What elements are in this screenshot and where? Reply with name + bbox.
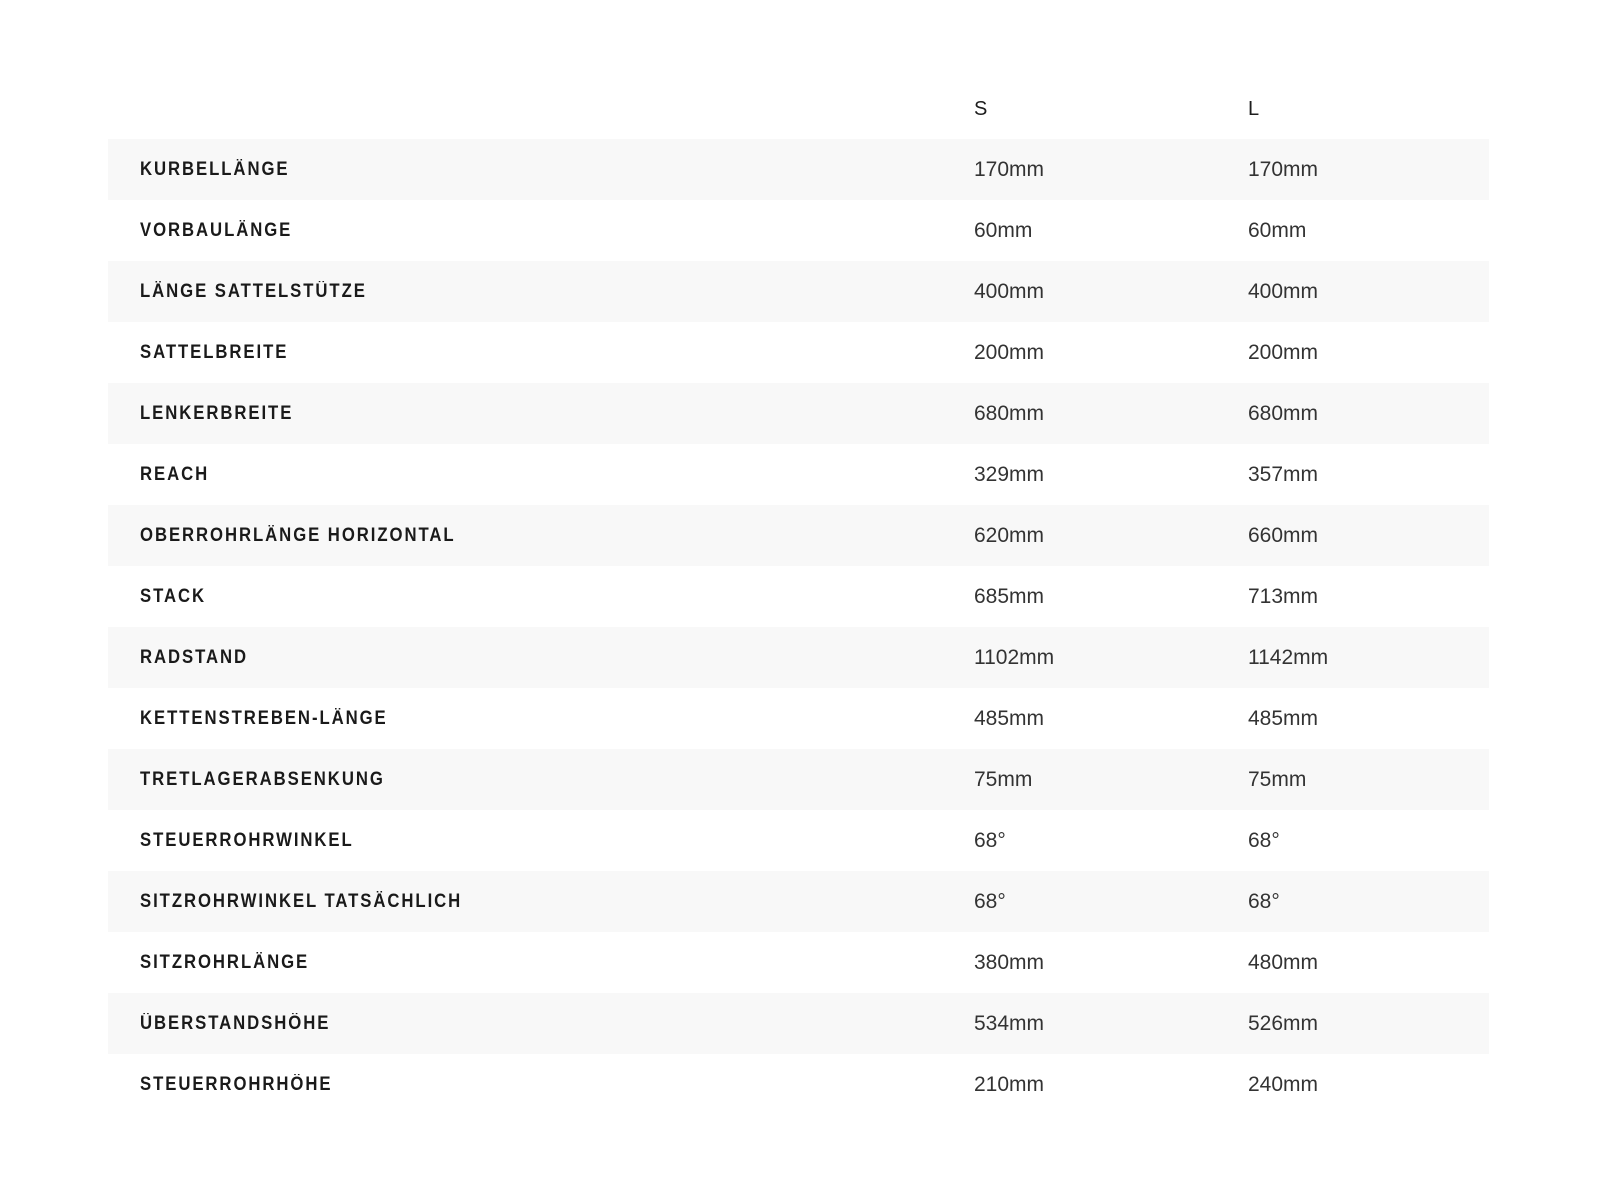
spec-value-l: 200mm [1248, 340, 1319, 364]
spec-value-l: 240mm [1248, 1072, 1319, 1096]
spec-label [108, 586, 974, 608]
table-row [108, 444, 1489, 505]
spec-label [108, 891, 974, 913]
table-row [108, 566, 1489, 627]
table-row [108, 505, 1489, 566]
spec-value-s: 170mm [974, 157, 1045, 181]
spec-value-l: 713mm [1248, 584, 1319, 608]
spec-label [108, 708, 974, 730]
table-row [108, 383, 1489, 444]
size-column-header-s: S [974, 98, 988, 120]
table-row [108, 871, 1489, 932]
spec-label [108, 403, 974, 425]
spec-value-l: 526mm [1248, 1011, 1319, 1035]
spec-value-s: 75mm [974, 767, 1033, 791]
spec-label [108, 830, 974, 852]
spec-label [108, 1074, 974, 1096]
spec-label [108, 220, 974, 242]
spec-label-text: LENKERBREITE [140, 402, 294, 424]
spec-label-text: VORBAULÄNGE [140, 219, 293, 241]
table-row [108, 810, 1489, 871]
spec-label-text: SATTELBREITE [140, 341, 289, 363]
spec-label [108, 769, 974, 791]
spec-label-text: REACH [140, 463, 210, 485]
spec-value-l: 357mm [1248, 462, 1319, 486]
spec-value-l: 480mm [1248, 950, 1319, 974]
spec-value-l: 1142mm [1248, 645, 1329, 669]
spec-value-l: 60mm [1248, 218, 1307, 242]
spec-value-l: 170mm [1248, 157, 1319, 181]
spec-value-l: 680mm [1248, 401, 1319, 425]
spec-label-text: STEUERROHRHÖHE [140, 1073, 333, 1095]
spec-value-s: 534mm [974, 1011, 1045, 1035]
spec-value-l: 400mm [1248, 279, 1319, 303]
table-row [108, 200, 1489, 261]
size-column-header-l: L [1248, 98, 1260, 120]
table-row [108, 749, 1489, 810]
table-row [108, 322, 1489, 383]
spec-value-l: 75mm [1248, 767, 1307, 791]
spec-value-s: 680mm [974, 401, 1045, 425]
spec-label [108, 525, 974, 547]
table-row [108, 993, 1489, 1054]
spec-label-text: KETTENSTREBEN-LÄNGE [140, 707, 388, 729]
table-row [108, 932, 1489, 993]
spec-label-text: KURBELLÄNGE [140, 158, 290, 180]
spec-value-l: 68° [1248, 889, 1280, 913]
spec-label [108, 159, 974, 181]
geometry-spec-table [108, 80, 1489, 1115]
spec-value-s: 685mm [974, 584, 1045, 608]
spec-label-text: SITZROHRWINKEL TATSÄCHLICH [140, 890, 463, 912]
table-row [108, 627, 1489, 688]
table-row [108, 1054, 1489, 1115]
spec-value-s: 620mm [974, 523, 1045, 547]
spec-table-body [108, 139, 1489, 1115]
size-header-row [108, 80, 1489, 139]
spec-label-text: ÜBERSTANDSHÖHE [140, 1012, 331, 1034]
spec-value-l: 660mm [1248, 523, 1319, 547]
spec-value-s: 210mm [974, 1072, 1045, 1096]
table-row [108, 688, 1489, 749]
spec-label-text: SITZROHRLÄNGE [140, 951, 310, 973]
spec-label-text: STEUERROHRWINKEL [140, 829, 354, 851]
spec-value-s: 200mm [974, 340, 1045, 364]
spec-label [108, 1013, 974, 1035]
spec-value-l: 68° [1248, 828, 1280, 852]
spec-label-text: LÄNGE SATTELSTÜTZE [140, 280, 367, 302]
spec-label [108, 952, 974, 974]
spec-label [108, 647, 974, 669]
spec-value-s: 68° [974, 889, 1006, 913]
spec-label [108, 281, 974, 303]
spec-value-s: 1102mm [974, 645, 1055, 669]
table-row [108, 139, 1489, 200]
spec-value-l: 485mm [1248, 706, 1319, 730]
spec-label [108, 464, 974, 486]
spec-value-s: 400mm [974, 279, 1045, 303]
spec-label [108, 342, 974, 364]
spec-value-s: 485mm [974, 706, 1045, 730]
spec-value-s: 60mm [974, 218, 1033, 242]
spec-value-s: 329mm [974, 462, 1045, 486]
spec-label-text: OBERROHRLÄNGE HORIZONTAL [140, 524, 456, 546]
table-row [108, 261, 1489, 322]
spec-value-s: 380mm [974, 950, 1045, 974]
spec-label-text: TRETLAGERABSENKUNG [140, 768, 385, 790]
spec-value-s: 68° [974, 828, 1006, 852]
spec-label-text: RADSTAND [140, 646, 249, 668]
spec-label-text: STACK [140, 585, 207, 607]
